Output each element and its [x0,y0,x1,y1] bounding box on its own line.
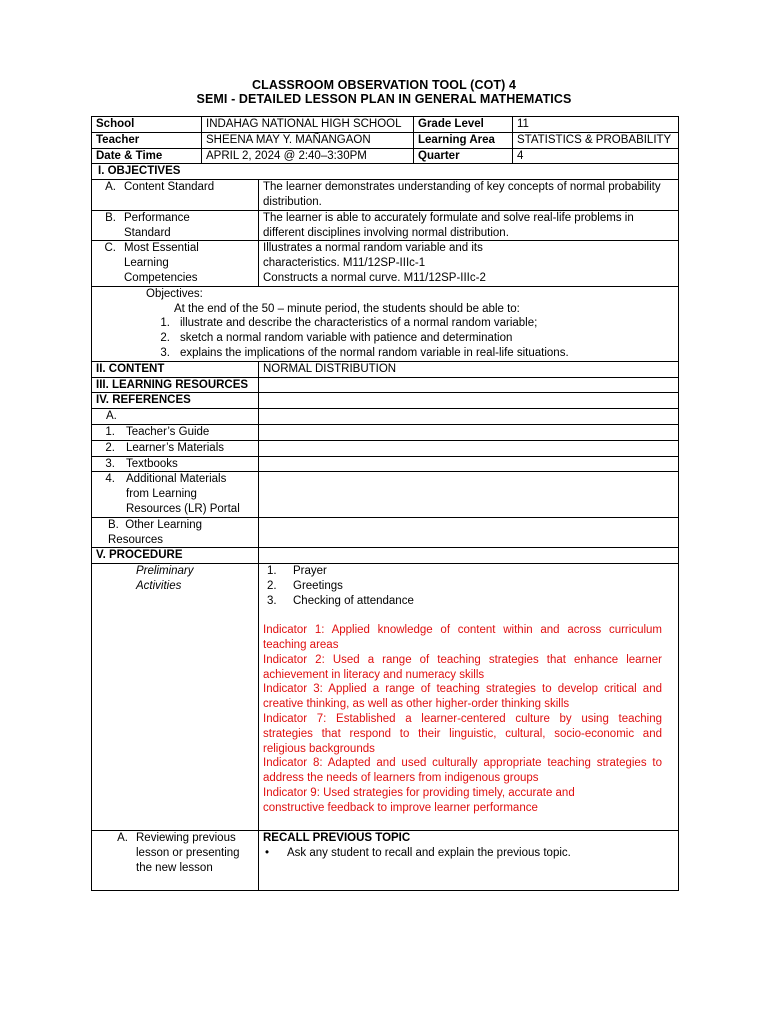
objective-text: explains the implications of the normal random variable in real-life situations. [180,346,569,359]
learning-resources-value [259,377,679,393]
grade-value: 11 [513,117,679,133]
objective-number: 1. [160,317,170,330]
resource-label [92,424,259,440]
objective-number: 3. [160,346,170,359]
competencies-row [92,241,679,286]
lesson-plan-table [91,116,679,891]
competencies-label [92,241,259,286]
content-heading: II. CONTENT [92,361,259,377]
resource-number: 1. [105,425,115,438]
school-row [92,117,679,133]
performance-standard-label [92,210,259,241]
competency-2: Constructs a normal curve. M11/12SP-IIIc-2 [263,271,486,284]
competencies-letter: C. [104,242,116,255]
resource-text: Additional Materials from Learning Resources (LR) Portal [126,473,240,515]
other-resources-text: Other Learning Resources [108,518,202,546]
content-row [92,361,679,377]
procedure-heading-row [92,548,679,564]
preliminary-content [259,564,679,831]
document-subtitle: SEMI - DETAILED LESSON PLAN IN GENERAL MATHEMATICS [196,92,572,106]
quarter-value: 4 [513,148,679,164]
preliminary-number: 2. [267,579,277,592]
references-row [92,393,679,409]
objective-item [96,346,674,361]
resource-row [92,440,679,456]
resource-text: Teacher’s Guide [126,425,210,438]
learning-objectives-cell [92,286,679,361]
performance-standard-row [92,210,679,241]
objective-item [96,331,674,346]
reviewing-label: Reviewing previous lesson or presenting the new lesson [136,832,240,875]
preliminary-number: 3. [267,594,277,607]
objectives-heading-text: I. OBJECTIVES [98,165,181,178]
teacher-value: SHEENA MAY Y. MAÑANGAON [202,132,414,148]
document-title: CLASSROOM OBSERVATION TOOL (COT) 4 [251,78,517,92]
objective-text: illustrate and describe the characteristics of a normal random variable; [180,317,538,330]
preliminary-row [92,564,679,831]
competency-1: Illustrates a normal random variable and its characteristics. M11/12SP-IIIc-1 [263,242,483,270]
resource-text: Textbooks [126,457,178,470]
learning-resources-row [92,377,679,393]
other-resources-row [92,517,679,548]
area-value: STATISTICS & PROBABILITY [513,132,679,148]
references-heading: IV. REFERENCES [92,393,259,409]
learning-objectives-row [92,286,679,361]
resource-label [92,440,259,456]
reviewing-label-cell [92,831,259,891]
indicator-text: Indicator 7: Established a learner-centered culture by using teaching strategies that respond to their linguistic, cultural, socio-economic and religious backgrounds [263,713,662,755]
objective-number: 2. [160,332,170,345]
reviewing-content [259,831,679,891]
competencies-value [259,241,679,286]
indicator-text: Indicator 3: Applied a range of teaching strategies to develop critical and creative thinking, as well as other higher-order thinking skills [263,683,662,711]
content-standard-row [92,180,679,211]
indicator-text: Indicator 9: Used strategies for providing timely, accurate and constructive feedback to improve learner performance [263,787,575,814]
references-a-label: A. [92,409,259,425]
resource-label [92,472,259,517]
performance-standard-letter: B. [105,211,116,224]
resource-number: 2. [105,441,115,454]
other-resources-value [259,517,679,548]
datetime-row [92,148,679,164]
quarter-label: Quarter [414,148,513,164]
content-standard-label-text: Content Standard [124,181,215,194]
recall-item [263,846,674,861]
recall-heading: RECALL PREVIOUS TOPIC [263,832,411,845]
references-a-row [92,409,679,425]
objectives-heading [92,164,679,180]
preliminary-text: Checking of attendance [293,594,414,607]
teacher-row [92,132,679,148]
preliminary-label: Preliminary Activities [136,565,194,592]
resource-text: Learner’s Materials [126,441,225,454]
indicator-text: Indicator 8: Adapted and used culturally appropriate teaching strategies to address the needs of learners from indigenous groups [263,757,662,785]
resource-value [259,472,679,517]
grade-label: Grade Level [414,117,513,133]
preliminary-text: Greetings [293,579,343,592]
procedure-heading: V. PROCEDURE [92,548,259,564]
learning-resources-heading: III. LEARNING RESOURCES [92,377,259,393]
objectives-subheading: Objectives: [146,287,203,300]
other-resources-letter: B. [108,518,119,531]
document-titles [0,78,768,106]
content-value: NORMAL DISTRIBUTION [259,361,679,377]
content-standard-label [92,180,259,211]
resource-value [259,440,679,456]
objective-text: sketch a normal random variable with patience and determination [180,332,513,345]
references-a-value [259,409,679,425]
resource-value [259,456,679,472]
preliminary-item [263,594,674,609]
school-label: School [92,117,202,133]
resource-number: 4. [105,473,115,486]
datetime-value: APRIL 2, 2024 @ 2:40–3:30PM [202,148,414,164]
school-value: INDAHAG NATIONAL HIGH SCHOOL [202,117,414,133]
preliminary-label-cell [92,564,259,831]
preliminary-item [263,564,674,579]
content-standard-letter: A. [105,181,116,194]
objective-item [96,316,674,331]
reviewing-letter: A. [117,832,128,845]
recall-text: Ask any student to recall and explain the previous topic. [287,847,571,860]
resource-value [259,424,679,440]
resource-label [92,456,259,472]
performance-standard-value: The learner is able to accurately formulate and solve real-life problems in different disciplines involving normal distribution. [259,210,679,241]
teacher-label: Teacher [92,132,202,148]
bullet-icon: • [265,847,270,860]
content-standard-value: The learner demonstrates understanding of key concepts of normal probability distribution. [259,180,679,211]
resource-row [92,472,679,517]
resource-row [92,456,679,472]
preliminary-item [263,579,674,594]
references-value [259,393,679,409]
performance-standard-label-text: Performance Standard [124,211,190,239]
other-resources-label [92,517,259,548]
resource-number: 3. [105,457,115,470]
datetime-label: Date & Time [92,148,202,164]
competencies-label-text: Most Essential Learning Competencies [124,242,199,284]
indicator-text: Indicator 1: Applied knowledge of content within and across curriculum teaching areas [263,624,662,652]
procedure-heading-value [259,548,679,564]
indicator-text: Indicator 2: Used a range of teaching strategies that enhance learner achievement in literacy and numeracy skills [263,653,662,681]
area-label: Learning Area [414,132,513,148]
resource-row [92,424,679,440]
preliminary-text: Prayer [293,565,327,578]
objectives-intro: At the end of the 50 – minute period, the students should be able to: [174,302,520,315]
objectives-heading-row [92,164,679,180]
preliminary-number: 1. [267,565,277,578]
reviewing-row [92,831,679,891]
